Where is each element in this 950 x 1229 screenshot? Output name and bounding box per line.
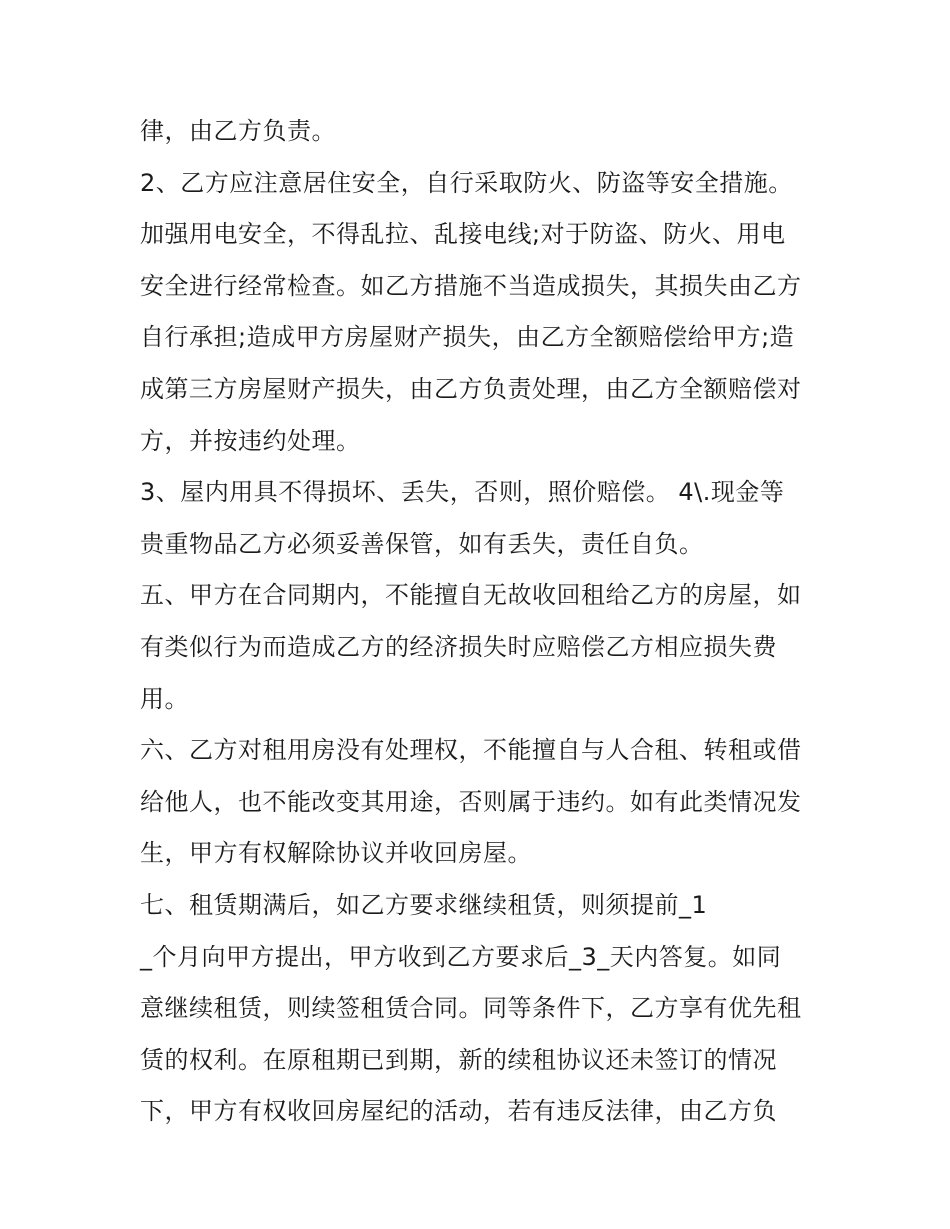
text-line: 方，并按违约处理。 — [140, 426, 361, 455]
text-line: 下，甲方有权收回房屋纪的活动，若有违反法律，由乙方负 — [140, 1097, 777, 1126]
text-line: 意继续租赁，则续签租赁合同。同等条件下，乙方享有优先租 — [140, 994, 802, 1023]
text-line: 赁的权利。在原租期已到期，新的续租协议还未签订的情况 — [140, 1045, 777, 1074]
text-line: 加强用电安全，不得乱拉、乱接电线;对于防盗、防火、用电 — [140, 220, 786, 249]
text-line: 安全进行经常检查。如乙方措施不当造成损失，其损失由乙方 — [140, 271, 802, 300]
text-line: 七、租赁期满后，如乙方要求继续租赁，则须提前_1 — [140, 890, 708, 919]
text-line: 有类似行为而造成乙方的经济损失时应赔偿乙方相应损失费 — [140, 632, 777, 661]
text-line: 五、甲方在合同期内，不能擅自无故收回租给乙方的房屋，如 — [140, 581, 802, 610]
text-line: 生，甲方有权解除协议并收回房屋。 — [140, 839, 532, 868]
text-line: 给他人，也不能改变其用途，否则属于违约。如有此类情况发 — [140, 787, 802, 816]
text-line: 六、乙方对租用房没有处理权，不能擅自与人合租、转租或借 — [140, 736, 802, 765]
contract-text — [140, 106, 830, 1138]
text-line: 3、屋内用具不得损坏、丢失，否则，照价赔偿。 4\.现金等 — [140, 478, 785, 507]
text-line: 贵重物品乙方必须妥善保管，如有丢失，责任自负。 — [140, 529, 704, 558]
text-line: 成第三方房屋财产损失，由乙方负责处理，由乙方全额赔偿对 — [140, 374, 802, 403]
text-line: 自行承担;造成甲方房屋财产损失，由乙方全额赔偿给甲方;造 — [140, 323, 795, 352]
text-line: 律，由乙方负责。 — [140, 117, 336, 145]
text-line: _个月向甲方提出，甲方收到乙方要求后_3_天内答复。如同 — [140, 942, 782, 971]
text-line: 用。 — [140, 684, 189, 713]
text-line: 2、乙方应注意居住安全，自行采取防火、防盗等安全措施。 — [140, 168, 793, 197]
